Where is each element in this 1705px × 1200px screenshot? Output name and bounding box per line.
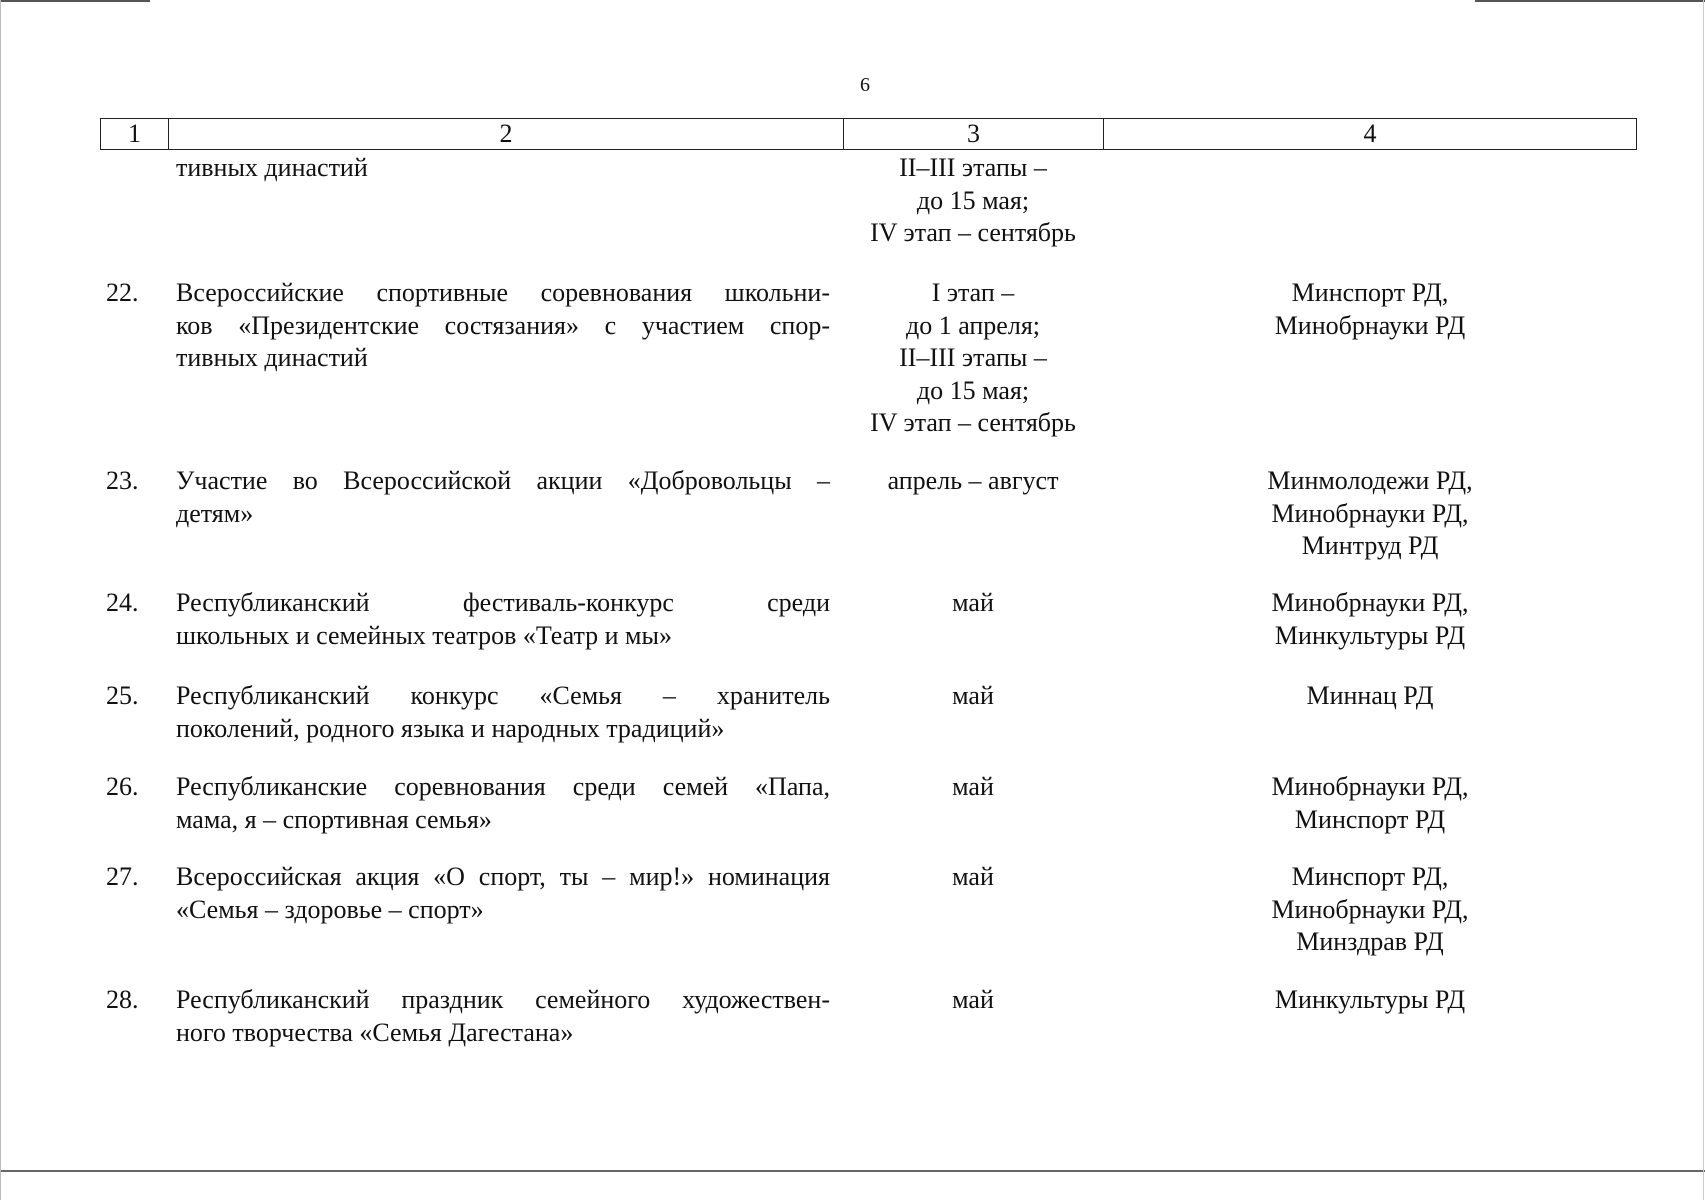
row-responsible: [1103, 984, 1637, 1017]
description-line: Республиканский праздник семейного художествен-: [176, 985, 830, 1014]
period-line: май: [952, 862, 994, 891]
description-line: Республиканский фестиваль-конкурс среди: [176, 588, 830, 617]
responsible-line: Минспорт РД: [1294, 804, 1446, 834]
row-description: [176, 861, 830, 926]
description-line: ного творчества «Семья Дагестана»: [176, 1017, 574, 1047]
description-line: поколений, родного языка и народных традиций»: [176, 713, 725, 743]
period-line: I этап –: [931, 278, 1015, 307]
row-description: [176, 277, 830, 375]
row-period: [843, 152, 1303, 250]
table-header-row: [100, 118, 1637, 150]
row-number: 26.: [106, 772, 139, 801]
row-description: [176, 771, 830, 836]
row-description: [176, 984, 830, 1049]
description-line: тивных династий: [176, 343, 368, 372]
period-line: до 15 мая;: [916, 185, 1030, 215]
table-header-col-2: 2: [169, 119, 844, 149]
row-responsible: [1103, 465, 1637, 563]
row-responsible: [1103, 680, 1637, 713]
description-line: Всероссийская акция «О спорт, ты – мир!» номинация: [176, 862, 830, 891]
row-number: 22.: [106, 278, 139, 307]
responsible-line: Минмолодежи РД,: [1267, 466, 1473, 495]
row-number: 24.: [106, 588, 139, 617]
scan-edge-top-left: [0, 0, 150, 2]
responsible-line: Миннац РД: [1306, 681, 1434, 710]
description-line: детям»: [176, 498, 254, 528]
period-line: май: [952, 985, 994, 1014]
description-line: Всероссийские спортивные соревнования школьни-: [176, 278, 830, 307]
description-line: тивных династий: [176, 153, 368, 182]
scan-edge-left: [0, 0, 1, 1200]
description-line: Республиканский конкурс «Семья – хранитель: [176, 681, 830, 710]
responsible-line: Минкультуры РД: [1274, 985, 1466, 1014]
responsible-line: Минспорт РД,: [1291, 278, 1449, 307]
period-line: май: [952, 681, 994, 710]
row-number: 25.: [106, 681, 139, 710]
description-line: школьных и семейных театров «Театр и мы»: [176, 620, 672, 650]
responsible-line: Минобрнауки РД,: [1271, 498, 1469, 528]
row-number: 28.: [106, 985, 139, 1014]
row-responsible: [1103, 277, 1637, 342]
responsible-line: Минздрав РД: [1296, 927, 1444, 956]
responsible-line: Минобрнауки РД,: [1271, 588, 1469, 617]
table-header-col-1: 1: [101, 119, 169, 149]
period-line: II–III этапы –: [899, 343, 1047, 372]
row-description: [176, 680, 830, 745]
row-responsible: [1103, 587, 1637, 652]
description-line: ков «Президентские состязания» с участием спор-: [176, 310, 830, 340]
page-number: 6: [860, 74, 870, 96]
scan-edge-bottom: [0, 1170, 1705, 1172]
period-line: IV этап – сентябрь: [870, 218, 1076, 247]
responsible-line: Минобрнауки РД,: [1271, 772, 1469, 801]
period-line: май: [952, 588, 994, 617]
description-line: мама, я – спортивная семья»: [176, 804, 492, 834]
row-description: [176, 465, 830, 530]
period-line: май: [952, 772, 994, 801]
period-line: IV этап – сентябрь: [870, 408, 1076, 437]
table-header-col-4: 4: [1363, 119, 1377, 148]
row-number: 27.: [106, 862, 139, 891]
row-responsible: [1103, 771, 1637, 836]
period-line: до 15 мая;: [916, 375, 1030, 405]
row-responsible: [1103, 861, 1637, 959]
row-description: [176, 152, 830, 185]
row-description: [176, 587, 830, 652]
responsible-line: Минобрнауки РД,: [1271, 894, 1469, 924]
description-line: Участие во Всероссийской акции «Добровольцы –: [176, 466, 830, 495]
scan-edge-right: [1703, 0, 1704, 1200]
period-line: апрель – август: [887, 466, 1059, 495]
responsible-line: Минкультуры РД: [1274, 620, 1466, 650]
description-line: «Семья – здоровье – спорт»: [176, 894, 484, 924]
description-line: Республиканские соревнования среди семей «Папа,: [176, 772, 830, 801]
table-header-col-3: 3: [844, 119, 1104, 149]
responsible-line: Минобрнауки РД: [1274, 310, 1466, 340]
responsible-line: Минспорт РД,: [1291, 862, 1449, 891]
period-line: II–III этапы –: [899, 153, 1047, 182]
row-number: 23.: [106, 466, 139, 495]
scan-edge-top-right: [1475, 0, 1705, 2]
period-line: до 1 апреля;: [905, 310, 1041, 340]
responsible-line: Минтруд РД: [1301, 531, 1439, 560]
